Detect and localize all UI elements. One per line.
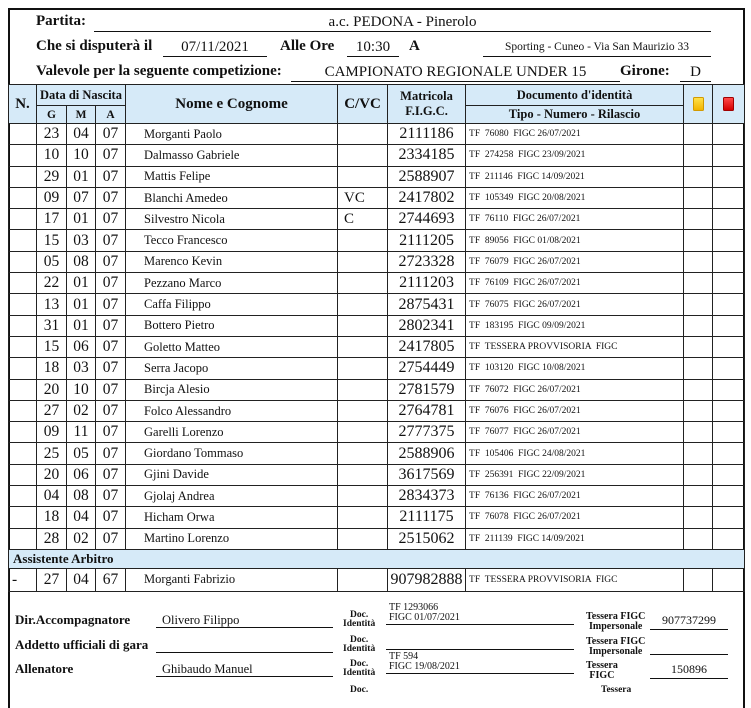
player-row bbox=[9, 230, 745, 251]
player-row bbox=[9, 443, 745, 464]
player-number[interactable] bbox=[9, 464, 37, 485]
player-red-cell[interactable] bbox=[713, 443, 745, 464]
col-header-red bbox=[713, 85, 745, 124]
player-row bbox=[9, 358, 745, 379]
assistente-day[interactable]: 27 bbox=[37, 568, 67, 591]
player-birth-day[interactable]: 15 bbox=[37, 336, 67, 357]
player-document[interactable]: TF 89056 FIGC 01/08/2021 bbox=[466, 230, 684, 251]
competizione-label: Valevole per la seguente competizione: bbox=[36, 63, 282, 79]
player-red-cell[interactable] bbox=[713, 486, 745, 507]
col-header-number: N. bbox=[9, 85, 37, 124]
player-captain[interactable] bbox=[338, 358, 388, 379]
player-matricola[interactable]: 2777375 bbox=[388, 422, 466, 443]
player-matricola[interactable]: 2111205 bbox=[388, 230, 466, 251]
girone-field[interactable]: D bbox=[680, 63, 711, 82]
player-birth-month[interactable]: 06 bbox=[67, 336, 96, 357]
tessera-figc-label bbox=[586, 661, 618, 681]
player-birth-year[interactable]: 07 bbox=[96, 145, 126, 166]
player-birth-year[interactable]: 07 bbox=[96, 486, 126, 507]
player-matricola[interactable]: 2334185 bbox=[388, 145, 466, 166]
player-captain[interactable] bbox=[338, 251, 388, 272]
player-matricola[interactable]: 2588907 bbox=[388, 166, 466, 187]
player-yellow-cell[interactable] bbox=[684, 486, 713, 507]
assistente-month[interactable]: 04 bbox=[67, 568, 96, 591]
tessera-label-2: Impersonale bbox=[589, 646, 643, 657]
col-header-month: M bbox=[67, 106, 96, 124]
player-number[interactable] bbox=[9, 443, 37, 464]
yellow-card-icon bbox=[693, 97, 704, 111]
tessera-label-2: Impersonale bbox=[589, 621, 643, 632]
player-yellow-cell[interactable] bbox=[684, 209, 713, 230]
player-document[interactable]: TF 76079 FIGC 26/07/2021 bbox=[466, 251, 684, 272]
player-matricola[interactable]: 2417805 bbox=[388, 336, 466, 357]
matricola-label: Matricola bbox=[400, 89, 453, 103]
player-matricola[interactable]: 2764781 bbox=[388, 400, 466, 421]
player-row bbox=[9, 464, 745, 485]
player-number[interactable] bbox=[9, 400, 37, 421]
player-birth-day[interactable]: 17 bbox=[37, 209, 67, 230]
player-document[interactable]: TF 76075 FIGC 26/07/2021 bbox=[466, 294, 684, 315]
player-row bbox=[9, 379, 745, 400]
player-document[interactable]: TF 76076 FIGC 26/07/2021 bbox=[466, 400, 684, 421]
doc-label: Doc. bbox=[350, 635, 369, 645]
player-birth-year[interactable]: 07 bbox=[96, 209, 126, 230]
player-row bbox=[9, 336, 745, 357]
player-red-cell[interactable] bbox=[713, 273, 745, 294]
staff-role-label: Addetto ufficiali di gara bbox=[15, 637, 149, 652]
player-captain[interactable] bbox=[338, 379, 388, 400]
player-row bbox=[9, 507, 745, 528]
identita-label: Identità bbox=[343, 644, 376, 654]
player-matricola[interactable]: 2781579 bbox=[388, 379, 466, 400]
player-red-cell[interactable] bbox=[713, 422, 745, 443]
player-red-cell[interactable] bbox=[713, 187, 745, 208]
doc-identita-label bbox=[343, 636, 375, 654]
girone-label: Girone: bbox=[620, 63, 670, 79]
player-document[interactable]: TF 256391 FIGC 22/09/2021 bbox=[466, 464, 684, 485]
player-captain[interactable] bbox=[338, 507, 388, 528]
player-row bbox=[9, 145, 745, 166]
player-number[interactable] bbox=[9, 507, 37, 528]
player-birth-year[interactable]: 07 bbox=[96, 294, 126, 315]
player-matricola[interactable]: 2111175 bbox=[388, 507, 466, 528]
player-row bbox=[9, 400, 745, 421]
player-red-cell[interactable] bbox=[713, 166, 745, 187]
assistente-year[interactable]: 67 bbox=[96, 568, 126, 591]
player-birth-day[interactable]: 20 bbox=[37, 379, 67, 400]
player-yellow-cell[interactable] bbox=[684, 422, 713, 443]
player-birth-year[interactable]: 07 bbox=[96, 166, 126, 187]
player-birth-month[interactable]: 06 bbox=[67, 464, 96, 485]
player-birth-day[interactable]: 27 bbox=[37, 400, 67, 421]
player-birth-day[interactable]: 10 bbox=[37, 145, 67, 166]
col-header-yellow bbox=[684, 85, 713, 124]
player-birth-day[interactable]: 09 bbox=[37, 187, 67, 208]
player-birth-day[interactable]: 13 bbox=[37, 294, 67, 315]
player-birth-day[interactable]: 05 bbox=[37, 251, 67, 272]
tessera-label-2: FIGC bbox=[589, 670, 615, 681]
player-yellow-cell[interactable] bbox=[684, 124, 713, 145]
player-birth-day[interactable]: 25 bbox=[37, 443, 67, 464]
player-red-cell[interactable] bbox=[713, 358, 745, 379]
player-birth-year[interactable]: 07 bbox=[96, 400, 126, 421]
player-birth-year[interactable]: 07 bbox=[96, 315, 126, 336]
player-birth-month[interactable]: 08 bbox=[67, 251, 96, 272]
player-yellow-cell[interactable] bbox=[684, 379, 713, 400]
player-name[interactable]: Gjolaj Andrea bbox=[126, 486, 338, 507]
player-birth-day[interactable]: 29 bbox=[37, 166, 67, 187]
player-name[interactable]: Bircja Alesio bbox=[126, 379, 338, 400]
assistente-cvc[interactable] bbox=[338, 568, 388, 591]
player-number[interactable] bbox=[9, 145, 37, 166]
player-captain[interactable] bbox=[338, 336, 388, 357]
doc-label: Doc. bbox=[350, 610, 369, 620]
player-birth-month[interactable]: 01 bbox=[67, 166, 96, 187]
player-birth-month[interactable]: 05 bbox=[67, 443, 96, 464]
player-birth-day[interactable]: 28 bbox=[37, 528, 67, 549]
player-birth-day[interactable]: 18 bbox=[37, 507, 67, 528]
red-card-icon bbox=[723, 97, 734, 111]
col-header-birthdate: Data di Nascita bbox=[37, 85, 126, 106]
staff-role-label: Dir.Accompagnatore bbox=[15, 612, 131, 627]
player-name[interactable]: Gjini Davide bbox=[126, 464, 338, 485]
player-yellow-cell[interactable] bbox=[684, 294, 713, 315]
tessera-figc-label bbox=[586, 612, 645, 632]
player-captain[interactable] bbox=[338, 145, 388, 166]
col-header-day: G bbox=[37, 106, 67, 124]
player-birth-month[interactable]: 08 bbox=[67, 486, 96, 507]
player-document[interactable]: TF 76136 FIGC 26/07/2021 bbox=[466, 486, 684, 507]
staff-role-label: Allenatore bbox=[15, 661, 74, 676]
partita-field[interactable]: a.c. PEDONA - Pinerolo bbox=[94, 13, 711, 32]
player-birth-month[interactable]: 10 bbox=[67, 379, 96, 400]
player-yellow-cell[interactable] bbox=[684, 187, 713, 208]
player-birth-month[interactable]: 03 bbox=[67, 358, 96, 379]
assistente-section-label: Assistente Arbitro bbox=[9, 549, 745, 568]
player-matricola[interactable]: 2744693 bbox=[388, 209, 466, 230]
player-birth-year[interactable]: 07 bbox=[96, 124, 126, 145]
player-number[interactable] bbox=[9, 230, 37, 251]
player-document[interactable]: TF 76072 FIGC 26/07/2021 bbox=[466, 379, 684, 400]
player-red-cell[interactable] bbox=[713, 336, 745, 357]
player-name[interactable]: Serra Jacopo bbox=[126, 358, 338, 379]
player-birth-month[interactable]: 02 bbox=[67, 528, 96, 549]
player-captain[interactable] bbox=[338, 528, 388, 549]
player-red-cell[interactable] bbox=[713, 294, 745, 315]
player-name[interactable]: Blanchi Amedeo bbox=[126, 187, 338, 208]
player-birth-month[interactable]: 04 bbox=[67, 124, 96, 145]
player-birth-year[interactable]: 07 bbox=[96, 507, 126, 528]
player-yellow-cell[interactable] bbox=[684, 507, 713, 528]
player-row bbox=[9, 187, 745, 208]
player-birth-year[interactable]: 07 bbox=[96, 358, 126, 379]
player-name[interactable]: Folco Alessandro bbox=[126, 400, 338, 421]
staff-name-field[interactable] bbox=[156, 637, 333, 653]
tessera-label-1: Tessera FIGC bbox=[586, 636, 646, 647]
player-name[interactable]: Hicham Orwa bbox=[126, 507, 338, 528]
player-matricola[interactable]: 2802341 bbox=[388, 315, 466, 336]
player-yellow-cell[interactable] bbox=[684, 273, 713, 294]
player-document[interactable]: TF 76109 FIGC 26/07/2021 bbox=[466, 273, 684, 294]
player-birth-year[interactable]: 07 bbox=[96, 336, 126, 357]
player-captain[interactable] bbox=[338, 422, 388, 443]
player-document[interactable]: TF 76080 FIGC 26/07/2021 bbox=[466, 124, 684, 145]
player-captain[interactable] bbox=[338, 230, 388, 251]
player-document[interactable]: TF 105349 FIGC 20/08/2021 bbox=[466, 187, 684, 208]
player-document[interactable]: TF 211146 FIGC 14/09/2021 bbox=[466, 166, 684, 187]
assistente-name[interactable]: Morganti Fabrizio bbox=[126, 568, 338, 591]
player-red-cell[interactable] bbox=[713, 230, 745, 251]
staff-name-field[interactable]: Ghibaudo Manuel bbox=[156, 661, 333, 677]
player-row bbox=[9, 251, 745, 272]
staff-name-field[interactable]: Olivero Filippo bbox=[156, 612, 333, 628]
player-birth-day[interactable]: 18 bbox=[37, 358, 67, 379]
player-birth-day[interactable]: 20 bbox=[37, 464, 67, 485]
player-birth-day[interactable]: 23 bbox=[37, 124, 67, 145]
player-red-cell[interactable] bbox=[713, 464, 745, 485]
player-document[interactable]: TF TESSERA PROVVISORIA FIGC bbox=[466, 336, 684, 357]
player-number[interactable] bbox=[9, 528, 37, 549]
col-header-captain: C/VC bbox=[338, 85, 388, 124]
ore-label: Alle Ore bbox=[280, 38, 335, 54]
player-document[interactable]: TF 76077 FIGC 26/07/2021 bbox=[466, 422, 684, 443]
player-birth-month[interactable]: 01 bbox=[67, 315, 96, 336]
player-document[interactable]: TF 76110 FIGC 26/07/2021 bbox=[466, 209, 684, 230]
player-birth-day[interactable]: 04 bbox=[37, 486, 67, 507]
player-number[interactable] bbox=[9, 358, 37, 379]
player-red-cell[interactable] bbox=[713, 507, 745, 528]
player-yellow-cell[interactable] bbox=[684, 230, 713, 251]
player-captain[interactable] bbox=[338, 315, 388, 336]
player-name[interactable]: Marenco Kevin bbox=[126, 251, 338, 272]
player-row bbox=[9, 486, 745, 507]
player-birth-month[interactable]: 02 bbox=[67, 400, 96, 421]
next-tessera-label-partial: Tessera bbox=[601, 685, 632, 695]
player-yellow-cell[interactable] bbox=[684, 251, 713, 272]
col-header-name: Nome e Cognome bbox=[126, 85, 338, 124]
player-document[interactable]: TF 76078 FIGC 26/07/2021 bbox=[466, 507, 684, 528]
player-captain[interactable] bbox=[338, 273, 388, 294]
doc-identita-label bbox=[343, 611, 375, 629]
player-number[interactable] bbox=[9, 166, 37, 187]
player-red-cell[interactable] bbox=[713, 124, 745, 145]
player-birth-year[interactable]: 07 bbox=[96, 464, 126, 485]
player-birth-year[interactable]: 07 bbox=[96, 379, 126, 400]
roster-table bbox=[8, 84, 745, 592]
competizione-field[interactable]: CAMPIONATO REGIONALE UNDER 15 bbox=[291, 63, 620, 82]
player-birth-year[interactable]: 07 bbox=[96, 251, 126, 272]
player-matricola[interactable]: 2875431 bbox=[388, 294, 466, 315]
doc-label: Doc. bbox=[350, 659, 369, 669]
player-number[interactable] bbox=[9, 422, 37, 443]
player-number[interactable] bbox=[9, 187, 37, 208]
player-birth-year[interactable]: 07 bbox=[96, 528, 126, 549]
doc-line-1: TF 1293066 bbox=[389, 602, 439, 613]
player-name[interactable]: Dalmasso Gabriele bbox=[126, 145, 338, 166]
tessera-figc-label bbox=[586, 637, 645, 657]
player-number[interactable] bbox=[9, 486, 37, 507]
player-yellow-cell[interactable] bbox=[684, 145, 713, 166]
player-matricola[interactable]: 2723328 bbox=[388, 251, 466, 272]
col-header-matricola bbox=[388, 85, 466, 124]
player-name[interactable]: Bottero Pietro bbox=[126, 315, 338, 336]
player-yellow-cell[interactable] bbox=[684, 166, 713, 187]
doc-line-2: FIGC 19/08/2021 bbox=[389, 661, 460, 672]
player-captain[interactable] bbox=[338, 486, 388, 507]
player-red-cell[interactable] bbox=[713, 251, 745, 272]
player-captain[interactable] bbox=[338, 443, 388, 464]
player-captain[interactable]: C bbox=[338, 209, 388, 230]
player-name[interactable]: Silvestro Nicola bbox=[126, 209, 338, 230]
player-captain[interactable] bbox=[338, 166, 388, 187]
player-birth-year[interactable]: 07 bbox=[96, 422, 126, 443]
player-name[interactable]: Mattis Felipe bbox=[126, 166, 338, 187]
player-row bbox=[9, 528, 745, 549]
doc-line-2: FIGC 01/07/2021 bbox=[389, 612, 460, 623]
player-matricola[interactable]: 2588906 bbox=[388, 443, 466, 464]
player-number[interactable] bbox=[9, 379, 37, 400]
player-red-cell[interactable] bbox=[713, 528, 745, 549]
player-birth-year[interactable]: 07 bbox=[96, 187, 126, 208]
player-name[interactable]: Caffa Filippo bbox=[126, 294, 338, 315]
data-field[interactable]: 07/11/2021 bbox=[163, 38, 267, 57]
doc-line-1: TF 594 bbox=[389, 651, 419, 662]
staff-tessera-field[interactable]: 150896 bbox=[650, 660, 728, 679]
player-birth-month[interactable]: 10 bbox=[67, 145, 96, 166]
assistente-red-cell[interactable] bbox=[713, 568, 745, 591]
player-number[interactable] bbox=[9, 273, 37, 294]
staff-document-field[interactable] bbox=[386, 652, 574, 674]
player-matricola[interactable]: 2111186 bbox=[388, 124, 466, 145]
luogo-label: A bbox=[409, 38, 420, 54]
player-captain[interactable] bbox=[338, 400, 388, 421]
player-red-cell[interactable] bbox=[713, 145, 745, 166]
data-label: Che si disputerà il bbox=[36, 38, 153, 54]
player-birth-month[interactable]: 01 bbox=[67, 294, 96, 315]
player-number[interactable] bbox=[9, 294, 37, 315]
player-captain[interactable] bbox=[338, 464, 388, 485]
player-row bbox=[9, 273, 745, 294]
player-name[interactable]: Garelli Lorenzo bbox=[126, 422, 338, 443]
player-document[interactable]: TF 183195 FIGC 09/09/2021 bbox=[466, 315, 684, 336]
col-header-document: Documento d'identità bbox=[466, 85, 684, 106]
assistente-document[interactable]: TF TESSERA PROVVISORIA FIGC bbox=[466, 568, 684, 591]
assistente-row bbox=[9, 568, 745, 591]
player-list bbox=[9, 124, 745, 550]
luogo-field[interactable]: Sporting - Cuneo - Via San Maurizio 33 bbox=[483, 38, 711, 57]
player-name[interactable]: Giordano Tommaso bbox=[126, 443, 338, 464]
player-matricola[interactable]: 2111203 bbox=[388, 273, 466, 294]
player-number[interactable] bbox=[9, 336, 37, 357]
figc-label: F.I.G.C. bbox=[405, 104, 448, 118]
player-red-cell[interactable] bbox=[713, 379, 745, 400]
next-doc-label-partial: Doc. bbox=[350, 685, 369, 695]
assistente-matricola[interactable]: 907982888 bbox=[388, 568, 466, 591]
player-yellow-cell[interactable] bbox=[684, 336, 713, 357]
tessera-label-1: Tessera bbox=[586, 660, 618, 671]
player-birth-month[interactable]: 07 bbox=[67, 187, 96, 208]
player-row bbox=[9, 294, 745, 315]
player-yellow-cell[interactable] bbox=[684, 443, 713, 464]
tessera-label-1: Tessera FIGC bbox=[586, 611, 646, 622]
col-header-year: A bbox=[96, 106, 126, 124]
player-row bbox=[9, 209, 745, 230]
player-matricola[interactable]: 2417802 bbox=[388, 187, 466, 208]
identita-label: Identità bbox=[343, 619, 376, 629]
player-row bbox=[9, 166, 745, 187]
player-yellow-cell[interactable] bbox=[684, 464, 713, 485]
player-number[interactable] bbox=[9, 124, 37, 145]
player-document[interactable]: TF 211139 FIGC 14/09/2021 bbox=[466, 528, 684, 549]
player-matricola[interactable]: 3617569 bbox=[388, 464, 466, 485]
player-captain[interactable] bbox=[338, 294, 388, 315]
player-document[interactable]: TF 274258 FIGC 23/09/2021 bbox=[466, 145, 684, 166]
player-red-cell[interactable] bbox=[713, 209, 745, 230]
player-birth-day[interactable]: 31 bbox=[37, 315, 67, 336]
player-birth-year[interactable]: 07 bbox=[96, 273, 126, 294]
player-birth-year[interactable]: 07 bbox=[96, 230, 126, 251]
player-yellow-cell[interactable] bbox=[684, 358, 713, 379]
player-birth-month[interactable]: 01 bbox=[67, 273, 96, 294]
staff-tessera-field[interactable] bbox=[650, 636, 728, 655]
player-captain[interactable] bbox=[338, 124, 388, 145]
player-red-cell[interactable] bbox=[713, 315, 745, 336]
player-yellow-cell[interactable] bbox=[684, 315, 713, 336]
player-birth-month[interactable]: 11 bbox=[67, 422, 96, 443]
identita-label: Identità bbox=[343, 668, 376, 678]
col-header-document-sub: Tipo - Numero - Rilascio bbox=[466, 106, 684, 124]
player-name[interactable]: Morganti Paolo bbox=[126, 124, 338, 145]
assistente-yellow-cell[interactable] bbox=[684, 568, 713, 591]
player-captain[interactable]: VC bbox=[338, 187, 388, 208]
player-yellow-cell[interactable] bbox=[684, 528, 713, 549]
player-matricola[interactable]: 2754449 bbox=[388, 358, 466, 379]
player-number[interactable] bbox=[9, 251, 37, 272]
assistente-number[interactable]: - bbox=[9, 568, 37, 591]
ore-field[interactable]: 10:30 bbox=[347, 38, 399, 57]
player-document[interactable]: TF 103120 FIGC 10/08/2021 bbox=[466, 358, 684, 379]
player-number[interactable] bbox=[9, 315, 37, 336]
player-matricola[interactable]: 2515062 bbox=[388, 528, 466, 549]
staff-tessera-field[interactable]: 907737299 bbox=[650, 611, 728, 630]
player-row bbox=[9, 124, 745, 145]
player-row bbox=[9, 315, 745, 336]
player-name[interactable]: Tecco Francesco bbox=[126, 230, 338, 251]
player-matricola[interactable]: 2834373 bbox=[388, 486, 466, 507]
player-red-cell[interactable] bbox=[713, 400, 745, 421]
player-birth-month[interactable]: 03 bbox=[67, 230, 96, 251]
partita-label: Partita: bbox=[36, 13, 86, 29]
player-birth-day[interactable]: 09 bbox=[37, 422, 67, 443]
player-birth-month[interactable]: 04 bbox=[67, 507, 96, 528]
player-name[interactable]: Martino Lorenzo bbox=[126, 528, 338, 549]
player-row bbox=[9, 422, 745, 443]
staff-document-field[interactable] bbox=[386, 603, 574, 625]
player-yellow-cell[interactable] bbox=[684, 400, 713, 421]
player-name[interactable]: Goletto Matteo bbox=[126, 336, 338, 357]
player-document[interactable]: TF 105406 FIGC 24/08/2021 bbox=[466, 443, 684, 464]
player-birth-day[interactable]: 22 bbox=[37, 273, 67, 294]
staff-document-field[interactable] bbox=[386, 628, 574, 650]
doc-identita-label bbox=[343, 660, 375, 678]
player-number[interactable] bbox=[9, 209, 37, 230]
player-birth-day[interactable]: 15 bbox=[37, 230, 67, 251]
player-name[interactable]: Pezzano Marco bbox=[126, 273, 338, 294]
player-birth-month[interactable]: 01 bbox=[67, 209, 96, 230]
player-birth-year[interactable]: 07 bbox=[96, 443, 126, 464]
